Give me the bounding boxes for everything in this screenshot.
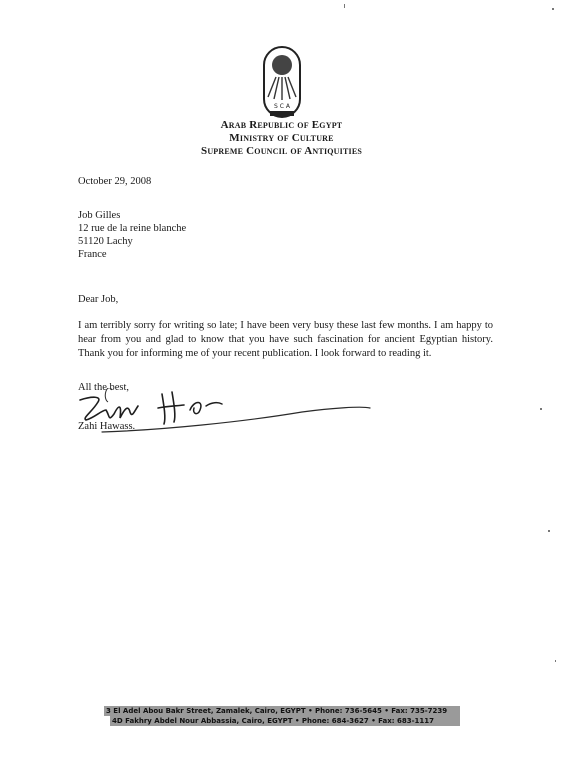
- salutation: Dear Job,: [78, 294, 119, 305]
- scan-speck: [552, 8, 554, 10]
- emblem-letters: S C A: [274, 103, 290, 110]
- footer-line-2: 4D Fakhry Abdel Nour Abbassia, Cairo, EGYPT • Phone: 684-3627 • Fax: 683-1117: [110, 716, 460, 726]
- recipient-street: 12 rue de la reine blanche: [78, 223, 187, 234]
- letterhead-line-1: Arab Republic of Egypt: [220, 119, 343, 131]
- letter-body: I am terribly sorry for writing so late; I have been very busy these last few months. I am happy to hear from you and glad to know that you have such fascination for ancient Egyptian history. Thank you for informing me of your recent publication. I look forward to reading it.: [78, 320, 493, 359]
- scan-speck: [344, 4, 345, 8]
- signer-name: Zahi Hawass.: [78, 421, 136, 432]
- recipient-name: Job Gilles: [78, 210, 121, 221]
- recipient-country: France: [78, 249, 107, 260]
- scan-speck: [548, 530, 550, 532]
- letterhead-line-3: Supreme Council of Antiquities: [201, 145, 362, 157]
- letterhead-line-2: Ministry of Culture: [229, 132, 334, 144]
- letter-date: October 29, 2008: [78, 176, 152, 187]
- footer-line-1: 3 El Adel Abou Bakr Street, Zamalek, Cairo, EGYPT • Phone: 736-5645 • Fax: 735-7239: [104, 706, 460, 716]
- scan-speck: [555, 660, 556, 662]
- recipient-city: 51120 Lachy: [78, 236, 133, 247]
- scan-speck: [540, 408, 542, 410]
- closing: All the best,: [78, 382, 130, 393]
- footer-address: [104, 706, 460, 726]
- sca-emblem-icon: [258, 45, 306, 121]
